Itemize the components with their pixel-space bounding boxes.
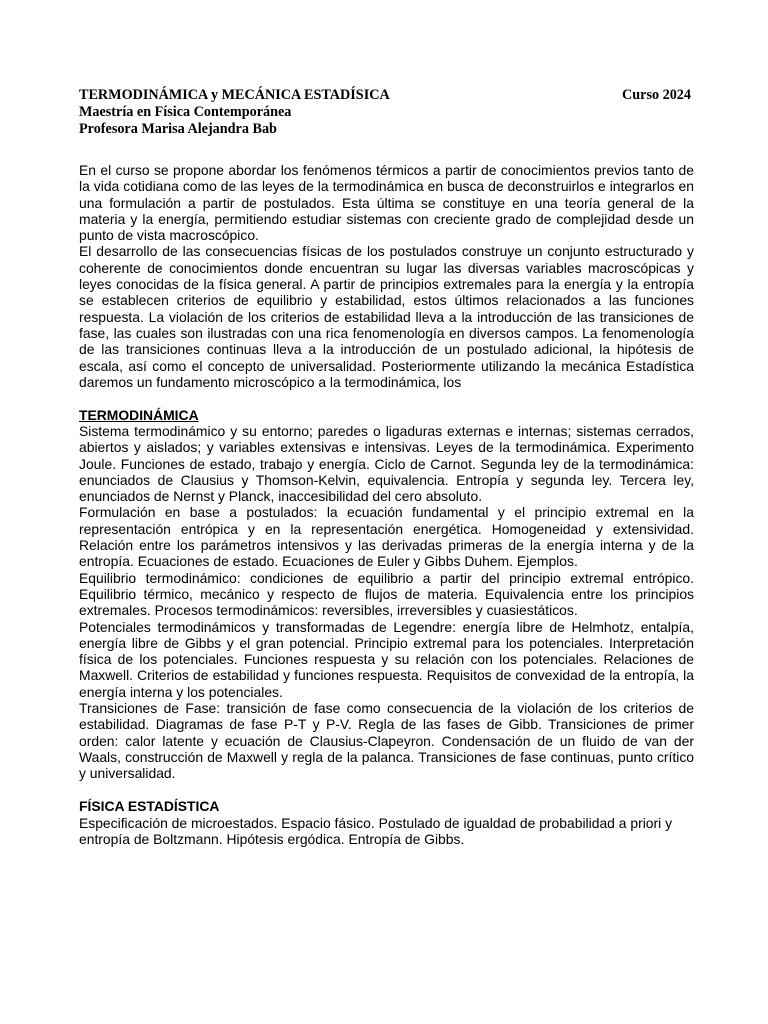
- thermo-paragraph-4: Potenciales termodinámicos y transformadas de Legendre: energía libre de Helmhotz, entalpía, energía libre de Gibbs y el gran potencial. Principio extremal para los potenciales. Interpretación física de los potenciales. Funciones respuesta y su relación con los potenciales. Relaciones de Maxwell. Criterios de estabilidad y funciones respuesta. Requisitos de convexidad de la entropía, la energía interna y los potenciales.: [79, 618, 694, 700]
- intro-paragraph-2: El desarrollo de las consecuencias físicas de los postulados construye un conjunto estructurado y coherente de conocimientos donde encuentran su lugar las diversas variables macroscópicas y leyes conocidas de la física general. A partir de principios extremales para la energía y la entropía se establecen criterios de equilibrio y estabilidad, estos últimos relacionados a las funciones respuesta. La violación de los criterios de estabilidad lleva a la introducción de las transiciones de fase, las cuales son ilustradas con una rica fenomenología en diversos campos. La fenomenología de las transiciones continuas lleva a la introducción de un postulado adicional, la hipótesis de escala, así como el concepto de universalidad. Posteriormente utilizando la mecánica Estadística daremos un fundamento microscópico a la termodinámica, los: [79, 243, 694, 390]
- thermo-paragraph-1: Sistema termodinámico y su entorno; paredes o ligaduras externas e internas; sistemas cerrados, abiertos y aislados; y variables extensivas e intensivas. Leyes de la termodinámica. Experimento Joule. Funciones de estado, trabajo y energía. Ciclo de Carnot. Segunda ley de la termodinámica: enunciados de Clausius y Thomson-Kelvin, equivalencia. Entropía y segunda ley. Tercera ley, enunciados de Nernst y Planck, inaccesibilidad del cero absoluto.: [79, 422, 694, 505]
- document-header: [79, 87, 691, 138]
- program-name: Maestría en Física Contemporánea: [79, 104, 292, 120]
- section-title-fisica-estadistica: FÍSICA ESTADÍSTICA: [79, 798, 220, 815]
- course-title: TERMODINÁMICA y MECÁNICA ESTADÍSICA: [79, 87, 390, 103]
- header-title-row: [79, 87, 691, 104]
- thermo-paragraph-2: Formulación en base a postulados: la ecuación fundamental y el principio extremal en la representación entrópica y en la representación energética. Homogeneidad y extensividad. Relación entre los parámetros intensivos y las derivadas primeras de la energía interna y de la entropía. Ecuaciones de estado. Ecuaciones de Euler y Gibbs Duhem. Ejemplos.: [79, 504, 694, 570]
- section-title-termodinamica: TERMODINÁMICA: [79, 406, 199, 423]
- document-body: [79, 162, 694, 847]
- stat-paragraph-1: Especificación de microestados. Espacio fásico. Postulado de igualdad de probabilidad a priori y entropía de Boltzmann. Hipótesis ergódica. Entropía de Gibbs.: [79, 814, 673, 848]
- thermo-paragraph-5: Transiciones de Fase: transición de fase como consecuencia de la violación de los criterios de estabilidad. Diagramas de fase P-T y P-V. Regla de las fases de Gibb. Transiciones de primer orden: calor latente y ecuación de Clausius-Clapeyron. Condensación de un fluido de van der Waals, construcción de Maxwell y regla de la palanca. Transiciones de fase continuas, punto crítico y universalidad.: [79, 700, 694, 782]
- thermo-paragraph-3: Equilibrio termodinámico: condiciones de equilibrio a partir del principio extremal entrópico. Equilibrio térmico, mecánico y respecto de flujos de materia. Equivalencia entre los principios extremales. Procesos termodinámicos: reversibles, irreversibles y cuasiestáticos.: [79, 569, 694, 619]
- professor-name: Profesora Marisa Alejandra Bab: [79, 121, 277, 137]
- intro-paragraph-1: En el curso se propone abordar los fenómenos térmicos a partir de conocimientos previos tanto de la vida cotidiana como de las leyes de la termodinámica en busca de deconstruirlos e integrarlos en una formulación a partir de postulados. Esta última se constituye en una teoría general de la materia y la energía, permitiendo estudiar sistemas con creciente grado de complejidad desde un punto de vista macroscópico.: [79, 162, 694, 244]
- course-year: Curso 2024: [622, 87, 691, 103]
